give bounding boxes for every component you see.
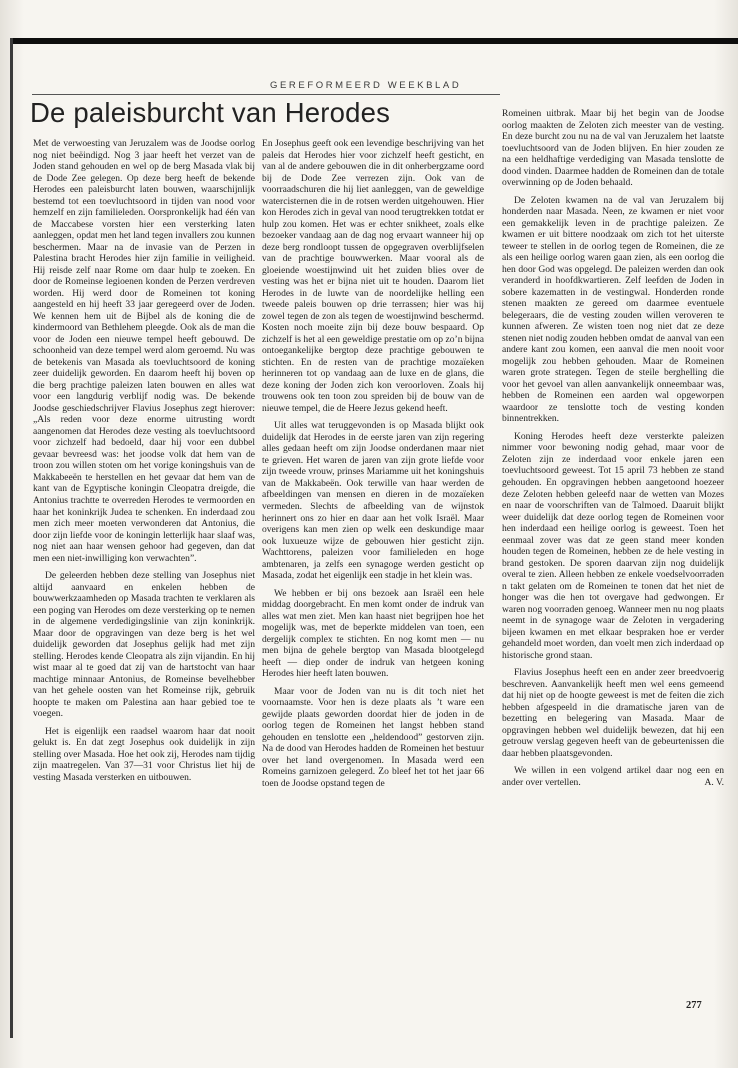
column-2 bbox=[262, 138, 484, 1028]
paragraph: Romeinen uitbrak. Maar bij het begin van de Joodse oorlog maakten de Zeloten zich meester van de vesting. En deze burcht zou nu na de val van Jeruzalem het laatste toevluchtsoord van de Joden blijven. En hier zouden ze na een heldhaftige verdediging van Masada tenslotte de dood vinden. Daarmee hadden de Romeinen dan de totale overwinning op de Joden behaald. bbox=[502, 108, 724, 189]
author-signature: A. V. bbox=[694, 776, 724, 788]
paragraph: We willen in een volgend artikel daar nog een en ander over vertellen. A. V. bbox=[502, 765, 724, 788]
page-number: 277 bbox=[686, 1000, 702, 1011]
header-rule bbox=[32, 94, 500, 95]
paragraph: Flavius Josephus heeft een en ander zeer breedvoerig beschreven. Aanvankelijk heeft men wel eens gemeend dat hij niet op de hoogte geweest is met de feiten die zich hebben afgespeeld in die dramatische jaren van de bezetting en belegering van Masada. Maar de opgravingen hebben wel duidelijk bewezen, dat hij een getrouw verslag gegeven heeft van de gebeurtenissen die daar hebben plaatsgevonden. bbox=[502, 667, 724, 759]
paragraph: Maar voor de Joden van nu is dit toch niet het voornaamste. Voor hen is deze plaats als ’t ware een gewijde plaats geworden doordat hier de joden in de oorlog tegen de Romeinen het langst hebben stand gehouden en tenslotte een „heldendood” gestorven zijn. Na de dood van Herodes hadden de Romeinen het bestuur over het land overgenomen. In Masada werd een Romeins garnizoen gelegerd. Zo bleef het tot het jaar 66 toen de Joodse opstand tegen de bbox=[262, 685, 484, 789]
column-1 bbox=[33, 138, 255, 1028]
paragraph: De Zeloten kwamen na de val van Jeruzalem bij honderden naar Masada. Neen, ze kwamen er niet voor een gemakkelijk leven in de prachtige paleizen. Ze kwamen er uit bittere noodzaak om zich tot het uiterste teweer te stellen in de oorlog tegen de Romeinen, die ze als een heilige oorlog waren gaan zien, als een oorlog die hen door God was opgelegd. De paleizen werden dan ook veranderd in hoofdkwartieren. Zelf leefden de Joden in sobere kazematten in de vestingwal. Honderden ronde stenen maakten ze gereed om daarmee eventuele belegeraars, die de vesting zouden willen veroveren te kunnen afweren. Ze wisten toen nog niet dat ze deze stenen niet nodig zouden hebben omdat de aanval van een andere kant zou komen, een aanval die men nooit voor mogelijk zou hebben gehouden. Maar de Romeinen waren grote strategen. Tegen de steile berghelling die voor het gevoel van allen aanvankelijk onneembaar was, hebben de Romeinen een aarden wal opgeworpen waardoor ze tenslotte toch de vesting konden binnentrekken. bbox=[502, 194, 724, 425]
paragraph: De geleerden hebben deze stelling van Josephus niet altijd aanvaard en enkelen hebben de bouwwerkzaamheden op Masada trachten te verklaren als een poging van Herodes om deze versterking op te nemen in de algemene verdedigingslinie van zijn koninkrijk. Maar door de opgravingen van deze berg is het wel duidelijk geworden dat Josephus gelijk had met zijn stelling. Herodes kende Cleopatra als zijn vijandin. En hij wist maar al te goed dat zij van de hartstocht van haar machtige minnaar Antonius, de Romeinse bevelhebber van het gehele oosten van het Romeinse rijk, gebruik hoopte te maken om Palestina aan haar gebied toe te voegen. bbox=[33, 570, 255, 720]
article-title: De paleisburcht van Herodes bbox=[30, 97, 391, 128]
paragraph: Met de verwoesting van Jeruzalem was de Joodse oorlog nog niet beëindigd. Nog 3 jaar heeft het verzet van de Joden stand gehouden en wel op de berg Masada vlak bij de Dode Zee gelegen. Op deze berg heeft de bekende Herodes een paleisburcht laten bouwen, waarschijnlijk bestemd tot een toevluchtsoord in tijden van nood voor hemzelf en zijn familieleden. Oorspronkelijk had één van de Maccabese vorsten hier een versterking laten aanleggen, opdat men het land tegen invallers zou kunnen beschermen. Maar na de invasie van de Perzen in Palestina bracht Herodes hier zijn familie in veiligheid. Hij reisde zelf naar Rome om daar hulp te zoeken. En door de Romeinse legioenen konden de Perzen verdreven worden. Hij werd door de Romeinen tot koning aangesteld en hij heeft 33 jaar geregeerd over de Joden. We kennen hem uit de Bijbel als de koning die de kindermoord van Bethlehem pleegde. Ook als de man die voor de Joden een nieuwe tempel heeft gebouwd. De schoonheid van deze tempel werd alom geroemd. Nu was de betekenis van Masada als toevluchtsoord de koning zeer duidelijk geworden. En daarom heeft hij boven op die berg prachtige paleizen laten bouwen en alles wat voor een langdurig verblijf nodig was. De bekende Joodse geschiedschrijver Flavius Josephus zegt hierover: „Als reden voor deze enorme uitrusting wordt aangenomen dat Herodes deze vesting als toevluchtsoord voor zichzelf had bedoeld, daar hij voor een dubbel gevaar bevreesd was: het joodse volk dat hem van de troon zou willen stoten om het vorige koningshuis van de Makkabeeën te herstellen en het gevaar dat hem van de kant van de Egyptische koningin Cleopatra dreigde, die Antonius trachtte te overreden Herodes te vermoorden en haar het koninkrijk Judea te schenken. En inderdaad zou men zich meer moeten verwonderen dat Antonius, die door zijn liefde voor de koningin letterlijk haar slaaf was, nog niet aan haar wensen gehoor had gegeven, dan dat men een niet-inwilliging kon verwachten”. bbox=[33, 138, 255, 564]
paragraph: Het is eigenlijk een raadsel waarom haar dat nooit gelukt is. En dat zegt Josephus ook duidelijk in zijn stelling over Masada. Hoe het ook zij, Herodes nam tijdig zijn maatregelen. Van 37—31 voor Christus liet hij de vesting Masada versterken en uitbouwen. bbox=[33, 725, 255, 783]
paragraph: Koning Herodes heeft deze versterkte paleizen nimmer voor bewoning nodig gehad, maar voor de Zeloten zijn ze inderdaad voor enkele jaren een toevluchtsoord geweest. Tot 15 april 73 hebben ze stand gehouden. En opgravingen hebben aangetoond hoezeer deze Zeloten hebben geleefd naar de wetten van Mozes en naar de voorschriften van de Talmoed. Daaruit blijkt weer duidelijk dat deze oorlog tegen de Romeinen voor hen inderdaad een heilige oorlog is geweest. Toen het eenmaal zover was dat ze geen stand meer konden houden tegen de Romeinen, hebben ze de hele vesting in brand gestoken. De sporen daarvan zijn nog duidelijk overal te zien. Alleen hebben ze enkele voedselvoorraden n takt gelaten om de Romeinen te tonen dat het niet de honger was die hen tot overgave had gedwongen. Er waren nog voorraden genoeg. Wanneer men nu nog plaats neemt in de synagoge waar de Zeloten in vergadering bijeen kwamen en met elkaar bespraken hoe er verder gehandeld moet worden, dan voelt men zich inderdaad op historische grond staan. bbox=[502, 430, 724, 661]
paragraph: We hebben er bij ons bezoek aan Israël een hele middag doorgebracht. En men komt onder de indruk van alles wat men ziet. Men kan haast niet begrijpen hoe het mogelijk was, met de beperkte middelen van toen, een dergelijk complex te stichten. En nog komt men — nu men bijna de gehele bergtop van Masada blootgelegd heeft — diep onder de indruk van hetgeen koning Herodes hier heeft laten bouwen. bbox=[262, 587, 484, 680]
top-border-bar bbox=[10, 38, 738, 44]
paragraph: En Josephus geeft ook een levendige beschrijving van het paleis dat Herodes hier voor zichzelf heeft gesticht, en van al de andere gebouwen die in dit onherbergzame oord bij de Dode Zee verrezen zijn. Ook van de voorraadschuren die hij liet aanleggen, van de geweldige watercisternen die in de rotsen werden uitgehouwen. Hier kon Herodes zich in geval van nood terugtrekken totdat er hulp zou komen. Het was er echter snikheet, zoals elke bezoeker vandaag aan de dag nog ervaart wanneer hij op deze berg rondloopt tussen de opgegraven overblijfselen van de prachtige bouwwerken. Maar vooral als de gloeiende woestijnwind uit het zuiden blies over de vesting was het er bijna niet uit te houden. Daarom liet Herodes in de luwte van de noordelijke helling een tweede paleis bouwen op drie terrassen; hier was hij zowel tegen de zon als tegen de woestijnwind beschermd. Kosten noch moeite zijn bij deze bouw bespaard. Op zichzelf is het al een geweldige prestatie om op zo’n bijna ontoegankelijke bergtop deze prachtige gebouwen te stichten. En de resten van de prachtige mozaïeken herinneren tot op vandaag aan de luxe en de glans, die deze koning der Joden zich kon veroorloven. Zoals hij trouwens ook ten toon zou spreiden bij de bouw van de nieuwe tempel, die de Heere Jezus gekend heeft. bbox=[262, 138, 484, 414]
masthead: GEREFORMEERD WEEKBLAD bbox=[270, 80, 462, 91]
column-3 bbox=[502, 108, 724, 1008]
paragraph: Uit alles wat teruggevonden is op Masada blijkt ook duidelijk dat Herodes in de eerste jaren van zijn regering alles gedaan heeft om zijn Joodse onderdanen maar niet te grieven. Het waren de jaren van zijn grote liefde voor zijn tweede vrouw, prinses Mariamme uit het koningshuis van de Makkabeën. Ook terwille van haar werden de afbeeldingen van mensen en dieren in de mozaïeken vermeden. Slechts de afbeelding van de wijnstok herinnert ons zo hier en daar aan het volk Israël. Maar overigens kan men zien op welk een deskundige maar ook luxueuze wijze de gebouwen hier gesticht zijn. Wachttorens, paleizen voor familieleden en hoge ambtenaren, ja zelfs een synagoge werden gesticht op Masada, zodat het eigenlijk een stadje in het klein was. bbox=[262, 420, 484, 582]
left-border-bar bbox=[10, 38, 13, 1038]
